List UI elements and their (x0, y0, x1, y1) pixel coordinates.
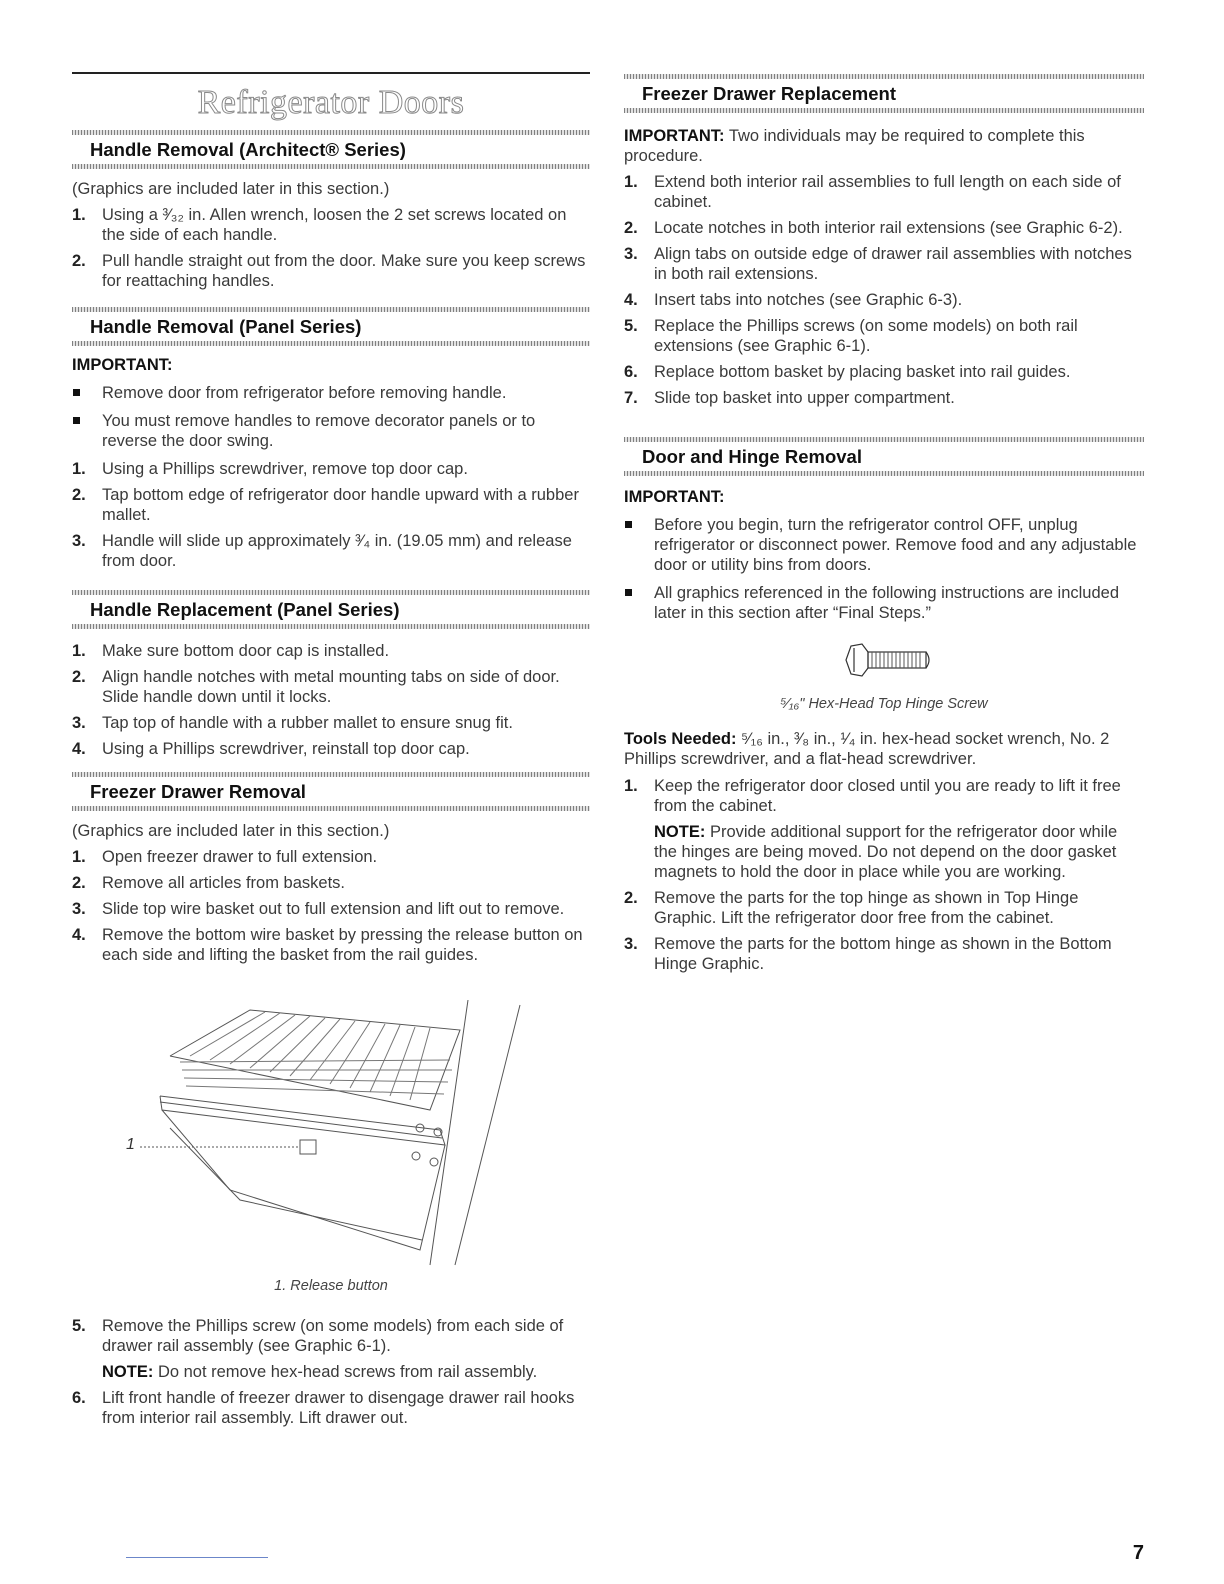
section-heading: Handle Removal (Panel Series) (90, 316, 362, 337)
section-freezer-drawer-replacement (624, 74, 1144, 414)
figure-caption: 1. Release button (274, 1278, 388, 1294)
important-note: IMPORTANT: Two individuals may be required to complete this procedure. (624, 127, 1085, 165)
section-divider (72, 341, 590, 346)
tools-label: Tools Needed: (624, 730, 737, 748)
screw-caption: ⁵⁄₁₆" Hex-Head Top Hinge Screw (780, 696, 988, 712)
step-item: 4. Remove the bottom wire basket by pressing the release button on each side and lifting the basket from the rail guides. (72, 926, 583, 964)
figure-callout-number: 1 (126, 1136, 135, 1153)
bullet-list (624, 515, 1144, 623)
step-item: 7. Slide top basket into upper compartment. (624, 389, 955, 407)
section-heading: Freezer Drawer Replacement (642, 83, 896, 104)
step-item: 6. Lift front handle of freezer drawer to disengage drawer rail hooks from interior rail assembly. Lift drawer out. (72, 1389, 575, 1427)
section-intro: (Graphics are included later in this section.) (72, 822, 390, 840)
step-item: 1. Using a ³⁄₃₂ in. Allen wrench, loosen the 2 set screws located on the side of each handle. (72, 206, 567, 244)
section-divider (72, 307, 590, 312)
section-heading: Freezer Drawer Removal (90, 781, 306, 802)
section-divider (624, 108, 1144, 113)
step-item: 6. Replace bottom basket by placing basket into rail guides. (624, 363, 1071, 381)
section-heading: Door and Hinge Removal (642, 446, 862, 467)
step-item: 5. Replace the Phillips screws (on some models) on both rail extensions (see Graphic 6-1). (624, 317, 1078, 355)
step-item: 4. Using a Phillips screwdriver, reinstall top door cap. (72, 740, 470, 758)
section-heading: Handle Replacement (Panel Series) (90, 599, 400, 620)
bullet-item: Before you begin, turn the refrigerator control OFF, unplug refrigerator or disconnect power. Remove food and any adjustable door or utility bins from doors. (624, 515, 1144, 575)
important-label: IMPORTANT: (72, 356, 173, 374)
footer-line (126, 1557, 268, 1558)
tools-text: ⁵⁄₁₆ in., ³⁄₈ in., ¹⁄₄ in. hex-head socket wrench, No. 2 Phillips screwdriver, and a flat-head screwdriver. (624, 730, 1110, 768)
section-divider (72, 624, 590, 629)
step-list (72, 641, 590, 759)
page-number: 7 (1132, 1542, 1144, 1564)
section-divider (72, 590, 590, 595)
note: NOTE: Provide additional support for the refrigerator door while the hinges are being moved. Do not depend on the door gasket magnets to hold the door in place while you are working. (654, 823, 1118, 881)
top-rule-left (72, 72, 590, 74)
section-divider (72, 806, 590, 811)
section-divider (72, 130, 590, 135)
step-item: 3. Remove the parts for the bottom hinge as shown in the Bottom Hinge Graphic. (624, 935, 1112, 973)
step-list (72, 847, 590, 965)
step-item: 5. Remove the Phillips screw (on some models) from each side of drawer rail assembly (see Graphic 6-1). NOTE: Do not remove hex-head screws from rail assembly. (72, 1316, 590, 1382)
bullet-item: You must remove handles to remove decorator panels or to reverse the door swing. (72, 411, 590, 451)
step-item: 2. Locate notches in both interior rail extensions (see Graphic 6-2). (624, 219, 1123, 237)
section-handle-removal-panel (72, 307, 590, 577)
section-handle-removal-architect (72, 130, 590, 297)
section-divider (624, 74, 1144, 79)
page-title: Refrigerator Doors (197, 84, 465, 121)
section-handle-replacement-panel (72, 590, 590, 765)
step-item: 2. Remove the parts for the top hinge as shown in Top Hinge Graphic. Lift the refrigerator door free from the cabinet. (624, 889, 1079, 927)
section-divider (72, 164, 590, 169)
step-list (72, 205, 590, 291)
step-item: 1. Keep the refrigerator door closed until you are ready to lift it free from the cabinet. NOTE: Provide additional support for the refrigerator door while the hinges are being moved. Do not depend on the door gasket magnets to hold the door in place while you are working. (624, 776, 1144, 882)
step-list (624, 172, 1144, 408)
bullet-item: Remove door from refrigerator before removing handle. (72, 383, 590, 403)
section-freezer-drawer-removal (72, 772, 590, 971)
step-item: 1. Extend both interior rail assemblies to full length on each side of cabinet. (624, 173, 1121, 211)
step-item: 3. Slide top wire basket out to full extension and lift out to remove. (72, 900, 565, 918)
freezer-drawer-removal-continued (72, 1316, 590, 1434)
step-item: 1. Make sure bottom door cap is installed. (72, 642, 390, 660)
note: NOTE: Do not remove hex-head screws from rail assembly. (102, 1363, 538, 1381)
step-list (72, 1316, 590, 1428)
step-item: 3. Align tabs on outside edge of drawer rail assemblies with notches in both rail extensions. (624, 245, 1132, 283)
freezer-drawer-illustration (100, 1000, 560, 1270)
step-item: 4. Insert tabs into notches (see Graphic 6-3). (624, 291, 963, 309)
section-divider (72, 772, 590, 777)
tools-needed (624, 729, 1144, 980)
section-divider (624, 437, 1144, 442)
step-item: 2. Align handle notches with metal mounting tabs on side of door. Slide handle down until it locks. (72, 668, 560, 706)
hex-head-screw-icon (842, 640, 934, 680)
step-item: 3. Handle will slide up approximately ³⁄₄ in. (19.05 mm) and release from door. (72, 532, 572, 570)
section-door-hinge-removal (624, 437, 1144, 631)
step-item: 1. Open freezer drawer to full extension. (72, 848, 378, 866)
step-list (72, 459, 590, 571)
section-intro: (Graphics are included later in this section.) (72, 180, 390, 198)
step-item: 1. Using a Phillips screwdriver, remove top door cap. (72, 460, 468, 478)
section-heading: Handle Removal (Architect® Series) (90, 139, 406, 160)
step-item: 2. Tap bottom edge of refrigerator door handle upward with a rubber mallet. (72, 486, 579, 524)
bullet-item: All graphics referenced in the following instructions are included later in this section after “Final Steps.” (624, 583, 1144, 623)
section-divider (624, 471, 1144, 476)
important-label: IMPORTANT: (624, 488, 725, 506)
step-item: 2. Remove all articles from baskets. (72, 874, 345, 892)
step-list (624, 776, 1144, 974)
step-item: 3. Tap top of handle with a rubber mallet to ensure snug fit. (72, 714, 513, 732)
bullet-list (72, 383, 590, 451)
step-item: 2. Pull handle straight out from the door. Make sure you keep screws for reattaching handles. (72, 252, 586, 290)
